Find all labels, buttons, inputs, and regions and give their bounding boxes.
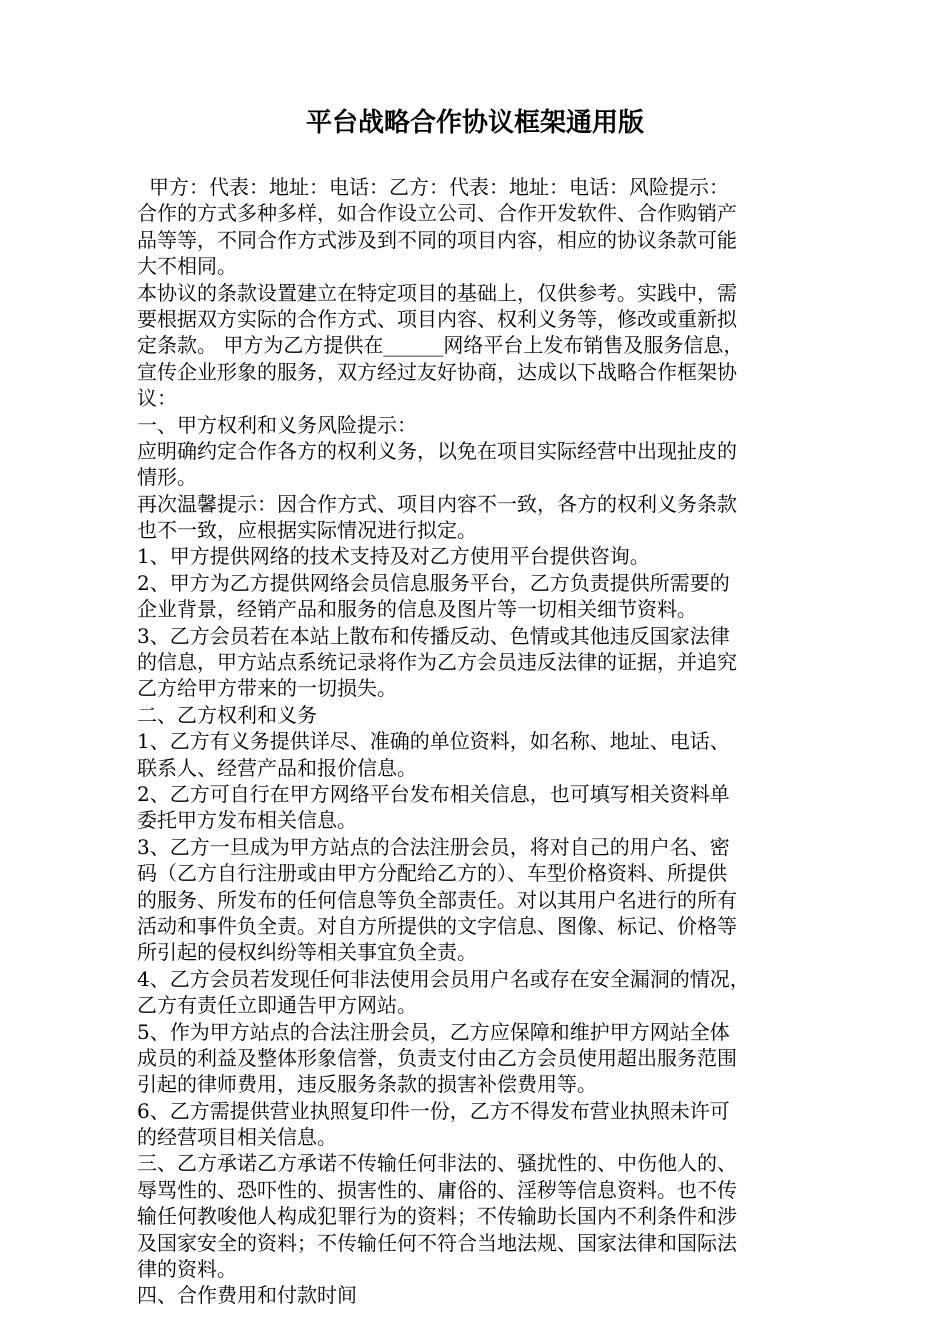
text-line: 的服务、所发布的任何信息等负全部责任。对以其用户名进行的所有 bbox=[137, 887, 737, 912]
clause-item: 5、作为甲方站点的合法注册会员，乙方应保障和维护甲方网站全体 bbox=[137, 1019, 730, 1044]
clause-item: 1、乙方有义务提供详尽、准确的单位资料，如名称、地址、电话、 bbox=[137, 729, 730, 754]
text-line: 也不一致，应根据实际情况进行拟定。 bbox=[137, 518, 477, 543]
text-line: 宣传企业形象的服务，双方经过友好协商，达成以下战略合作框架协 bbox=[137, 359, 737, 384]
text-line: 委托甲方发布相关信息。 bbox=[137, 808, 357, 833]
clause-item: 3、乙方会员若在本站上散布和传播反动、色情或其他违反国家法律 bbox=[137, 623, 730, 648]
section-heading: 四、合作费用和付款时间 bbox=[137, 1283, 357, 1308]
text-line: 品等等，不同合作方式涉及到不同的项目内容，相应的协议条款可能 bbox=[137, 227, 737, 252]
clause-item: 2、甲方为乙方提供网络会员信息服务平台，乙方负责提供所需要的 bbox=[137, 570, 730, 595]
text-line: 乙方有责任立即通告甲方网站。 bbox=[137, 993, 417, 1018]
clause-item: 4、乙方会员若发现任何非法使用会员用户名或存在安全漏洞的情况， bbox=[137, 966, 750, 991]
text-line: 联系人、经营产品和报价信息。 bbox=[137, 755, 417, 780]
text-line: 输任何教唆他人构成犯罪行为的资料；不传输助长国内不利条件和涉 bbox=[137, 1204, 737, 1229]
text-line: 及国家安全的资料；不传输任何不符合当地法规、国家法律和国际法 bbox=[137, 1230, 737, 1255]
clause-item: 6、乙方需提供营业执照复印件一份，乙方不得发布营业执照未许可 bbox=[137, 1098, 730, 1123]
text-line: 所引起的侵权纠纷等相关事宜负全责。 bbox=[137, 940, 477, 965]
text-line: 大不相同。 bbox=[137, 254, 237, 279]
section-heading: 三、乙方承诺乙方承诺不传输任何非法的、骚扰性的、中伤他人的、 bbox=[137, 1151, 737, 1176]
text-line: 再次温馨提示：因合作方式、项目内容不一致，各方的权利义务条款 bbox=[137, 491, 737, 516]
text-line: 码（乙方自行注册或由甲方分配给乙方的）、车型价格资料、所提供 bbox=[137, 861, 727, 886]
text-line: 引起的律师费用，违反服务条款的损害补偿费用等。 bbox=[137, 1072, 597, 1097]
text-line: 应明确约定合作各方的权利义务，以免在项目实际经营中出现扯皮的 bbox=[137, 438, 737, 463]
text-line: 甲方：代表：地址：电话：乙方：代表：地址：电话：风险提示： bbox=[149, 175, 729, 199]
text-line: 情形。 bbox=[137, 465, 197, 490]
text-line: 议： bbox=[137, 386, 177, 411]
text-line: 辱骂性的、恐吓性的、损害性的、庸俗的、淫秽等信息资料。也不传 bbox=[137, 1177, 737, 1202]
clause-item: 1、甲方提供网络的技术支持及对乙方使用平台提供咨询。 bbox=[137, 544, 650, 569]
section-heading: 一、甲方权利和义务风险提示： bbox=[137, 412, 417, 437]
section-heading: 二、乙方权利和义务 bbox=[137, 702, 317, 727]
text-line: 定条款。 甲方为乙方提供在______网络平台上发布销售及服务信息， bbox=[137, 333, 744, 358]
document-title: 平台战略合作协议框架通用版 bbox=[305, 108, 644, 138]
clause-item: 3、乙方一旦成为甲方站点的合法注册会员，将对自己的用户名、密 bbox=[137, 834, 730, 859]
text-line: 要根据双方实际的合作方式、项目内容、权利义务等，修改或重新拟 bbox=[137, 306, 737, 331]
document-body bbox=[137, 174, 817, 1309]
text-line: 企业背景，经销产品和服务的信息及图片等一切相关细节资料。 bbox=[137, 597, 697, 622]
text-line: 本协议的条款设置建立在特定项目的基础上，仅供参考。实践中，需 bbox=[137, 280, 737, 305]
clause-item: 2、乙方可自行在甲方网络平台发布相关信息，也可填写相关资料单 bbox=[137, 781, 730, 806]
text-line: 律的资料。 bbox=[137, 1257, 237, 1282]
text-line: 合作的方式多种多样，如合作设立公司、合作开发软件、合作购销产 bbox=[137, 201, 737, 226]
text-line: 的信息，甲方站点系统记录将作为乙方会员违反法律的证据，并追究 bbox=[137, 650, 737, 675]
text-line: 的经营项目相关信息。 bbox=[137, 1125, 337, 1150]
text-line: 成员的利益及整体形象信誉，负责支付由乙方会员使用超出服务范围 bbox=[137, 1045, 737, 1070]
text-line: 活动和事件负全责。对自方所提供的文字信息、图像、标记、价格等 bbox=[137, 913, 737, 938]
text-line: 乙方给甲方带来的一切损失。 bbox=[137, 676, 397, 701]
